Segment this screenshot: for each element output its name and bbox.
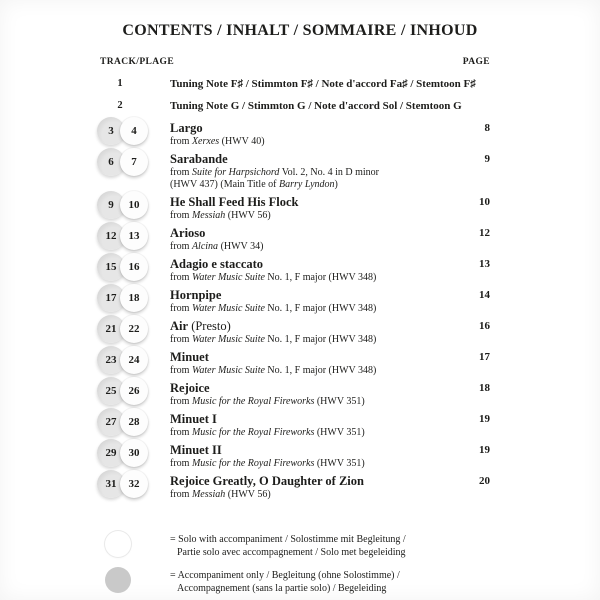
track-cell <box>100 152 170 176</box>
work-title <box>170 288 456 303</box>
work-title-main: Adagio e staccato <box>170 257 264 271</box>
page-number: 20 <box>479 475 490 487</box>
track-circle-right: 16 <box>120 253 148 281</box>
work-title-main: Sarabande <box>170 152 228 166</box>
track-circle-left: 12 <box>97 222 125 250</box>
track-cell <box>100 257 170 281</box>
track-circle-right: 26 <box>120 377 148 405</box>
page-number: 18 <box>479 382 490 394</box>
work-title <box>170 226 456 241</box>
toc-entry <box>100 412 490 439</box>
work-title-main: Minuet I <box>170 412 217 426</box>
work-title-main: Minuet <box>170 350 209 364</box>
track-cell <box>100 381 170 405</box>
work-title-main: Hornpipe <box>170 288 222 302</box>
track-circle-left: 23 <box>97 346 125 374</box>
track-circle-pair <box>97 377 170 405</box>
legend <box>100 531 490 595</box>
legend-symbol-cell <box>100 531 170 557</box>
track-cell <box>100 121 170 145</box>
work-title <box>170 319 456 334</box>
track-circle-pair <box>97 346 170 374</box>
page-number: 9 <box>484 153 490 165</box>
track-number: 1 <box>117 78 123 89</box>
work-cell <box>170 77 476 91</box>
track-circle-pair <box>97 253 170 281</box>
track-circle-pair <box>97 222 170 250</box>
work-cell <box>170 412 456 439</box>
work-title-main: Rejoice <box>170 381 210 395</box>
work-cell <box>170 350 456 377</box>
track-circle-left: 6 <box>97 148 125 176</box>
track-circle-pair <box>97 117 170 145</box>
work-subtitle: from Water Music Suite No. 1, F major (HWV 348) <box>170 303 377 314</box>
toc-entry <box>100 350 490 377</box>
page-number: 17 <box>479 351 490 363</box>
work-title <box>170 152 456 167</box>
work-title-main: He Shall Feed His Flock <box>170 195 299 209</box>
legend-text-line: Partie solo avec accompagnement / Solo met begeleiding <box>177 547 406 558</box>
work-subtitle: from Alcina (HWV 34) <box>170 241 264 252</box>
track-circle-right: 24 <box>120 346 148 374</box>
work-subtitle: (HWV 437) (Main Title of Barry Lyndon) <box>170 179 338 190</box>
toc-entry <box>100 257 490 284</box>
track-circle-right: 7 <box>120 148 148 176</box>
work-subtitle: from Music for the Royal Fireworks (HWV 351) <box>170 458 365 469</box>
work-subtitle: from Music for the Royal Fireworks (HWV 351) <box>170 427 365 438</box>
track-circle-right: 32 <box>120 470 148 498</box>
track-cell <box>100 412 170 436</box>
track-cell <box>100 226 170 250</box>
track-circle-pair <box>97 439 170 467</box>
legend-text-line: = Solo with accompaniment / Solostimme mit Begleitung / <box>170 534 406 545</box>
work-title <box>170 195 456 210</box>
accompaniment-circle-icon <box>105 567 131 593</box>
work-cell <box>170 319 456 346</box>
work-cell <box>170 381 456 408</box>
work-title-note: (Presto) <box>188 319 231 333</box>
toc-entry <box>100 319 490 346</box>
solo-circle-icon <box>105 531 131 557</box>
page-number: 12 <box>479 227 490 239</box>
track-circle-left: 21 <box>97 315 125 343</box>
work-cell <box>170 121 456 148</box>
track-circle-right: 13 <box>120 222 148 250</box>
track-circle-pair <box>97 191 170 219</box>
work-title <box>170 121 456 136</box>
track-circle-left: 25 <box>97 377 125 405</box>
work-cell <box>170 443 456 470</box>
track-circle-pair <box>97 284 170 312</box>
toc-entry <box>100 381 490 408</box>
work-title: Tuning Note F♯ / Stimmton F♯ / Note d'accord Fa♯ / Stemtoon F♯ <box>170 78 476 90</box>
work-cell <box>170 99 462 113</box>
track-circle-left: 3 <box>97 117 125 145</box>
page-number: 8 <box>484 122 490 134</box>
legend-text <box>170 567 400 595</box>
work-subtitle: from Messiah (HWV 56) <box>170 210 271 221</box>
work-subtitle: from Water Music Suite No. 1, F major (HWV 348) <box>170 334 377 345</box>
work-cell <box>170 474 456 501</box>
track-circle-pair <box>97 315 170 343</box>
work-subtitle: from Water Music Suite No. 1, F major (HWV 348) <box>170 365 377 376</box>
work-subtitle: from Xerxes (HWV 40) <box>170 136 265 147</box>
work-cell <box>170 226 456 253</box>
work-subtitle: from Suite for Harpsichord Vol. 2, No. 4 in D minor <box>170 167 380 178</box>
track-cell <box>100 474 170 498</box>
work-title-main: Air <box>170 319 189 333</box>
work-title <box>170 412 456 427</box>
track-circle-left: 31 <box>97 470 125 498</box>
toc-entry <box>100 288 490 315</box>
work-title <box>170 257 456 272</box>
track-circle-right: 18 <box>120 284 148 312</box>
page-number: 16 <box>479 320 490 332</box>
page-number: 14 <box>479 289 490 301</box>
page-title: CONTENTS / INHALT / SOMMAIRE / INHOUD <box>122 22 478 39</box>
page-number: 19 <box>479 444 490 456</box>
work-title <box>170 474 456 489</box>
toc-entry-tuning <box>100 99 490 113</box>
track-circle-left: 29 <box>97 439 125 467</box>
track-circle-left: 27 <box>97 408 125 436</box>
work-title-main: Rejoice Greatly, O Daughter of Zion <box>170 474 364 488</box>
toc-entry <box>100 121 490 148</box>
track-circle-left: 9 <box>97 191 125 219</box>
track-circle-pair <box>97 408 170 436</box>
toc-entry <box>100 474 490 501</box>
work-subtitle: from Water Music Suite No. 1, F major (HWV 348) <box>170 272 377 283</box>
track-circle-right: 30 <box>120 439 148 467</box>
page-number: 13 <box>479 258 490 270</box>
track-circle-right: 28 <box>120 408 148 436</box>
work-cell <box>170 288 456 315</box>
track-circle-pair <box>97 470 170 498</box>
work-title <box>170 350 456 365</box>
track-cell <box>100 443 170 467</box>
track-circle-right: 4 <box>120 117 148 145</box>
work-subtitle: from Messiah (HWV 56) <box>170 489 271 500</box>
legend-text-line: = Accompaniment only / Begleitung (ohne Solostimme) / <box>170 570 400 581</box>
work-title-main: Minuet II <box>170 443 222 457</box>
column-header-track-plage: TRACK/PLAGE <box>100 57 175 67</box>
track-circle-right: 10 <box>120 191 148 219</box>
track-cell <box>100 288 170 312</box>
work-title <box>170 381 456 396</box>
toc-entry-tuning <box>100 77 490 91</box>
track-circle-pair <box>97 148 170 176</box>
toc-entry <box>100 195 490 222</box>
work-subtitle: from Music for the Royal Fireworks (HWV 351) <box>170 396 365 407</box>
toc-list <box>100 77 490 501</box>
work-cell <box>170 257 456 284</box>
toc-entry <box>100 443 490 470</box>
work-title-main: Largo <box>170 121 203 135</box>
work-cell <box>170 195 456 222</box>
track-circle-left: 17 <box>97 284 125 312</box>
column-headers <box>100 57 490 67</box>
legend-item <box>100 531 490 559</box>
track-cell <box>100 319 170 343</box>
work-title-main: Arioso <box>170 226 206 240</box>
toc-entry <box>100 152 490 191</box>
column-header-page: PAGE <box>462 57 490 67</box>
legend-text <box>170 531 406 559</box>
page-number: 10 <box>479 196 490 208</box>
page-number: 19 <box>479 413 490 425</box>
legend-symbol-cell <box>100 567 170 593</box>
work-title: Tuning Note G / Stimmton G / Note d'accord Sol / Stemtoon G <box>170 100 462 112</box>
toc-entry <box>100 226 490 253</box>
work-title <box>170 443 456 458</box>
track-cell <box>100 350 170 374</box>
track-number: 2 <box>117 100 123 111</box>
track-cell <box>100 195 170 219</box>
track-circle-right: 22 <box>120 315 148 343</box>
track-cell <box>100 99 170 113</box>
track-circle-left: 15 <box>97 253 125 281</box>
legend-text-line: Accompagnement (sans la partie solo) / Begeleiding <box>177 583 387 594</box>
legend-item <box>100 567 490 595</box>
track-cell <box>100 77 170 91</box>
work-cell <box>170 152 456 191</box>
